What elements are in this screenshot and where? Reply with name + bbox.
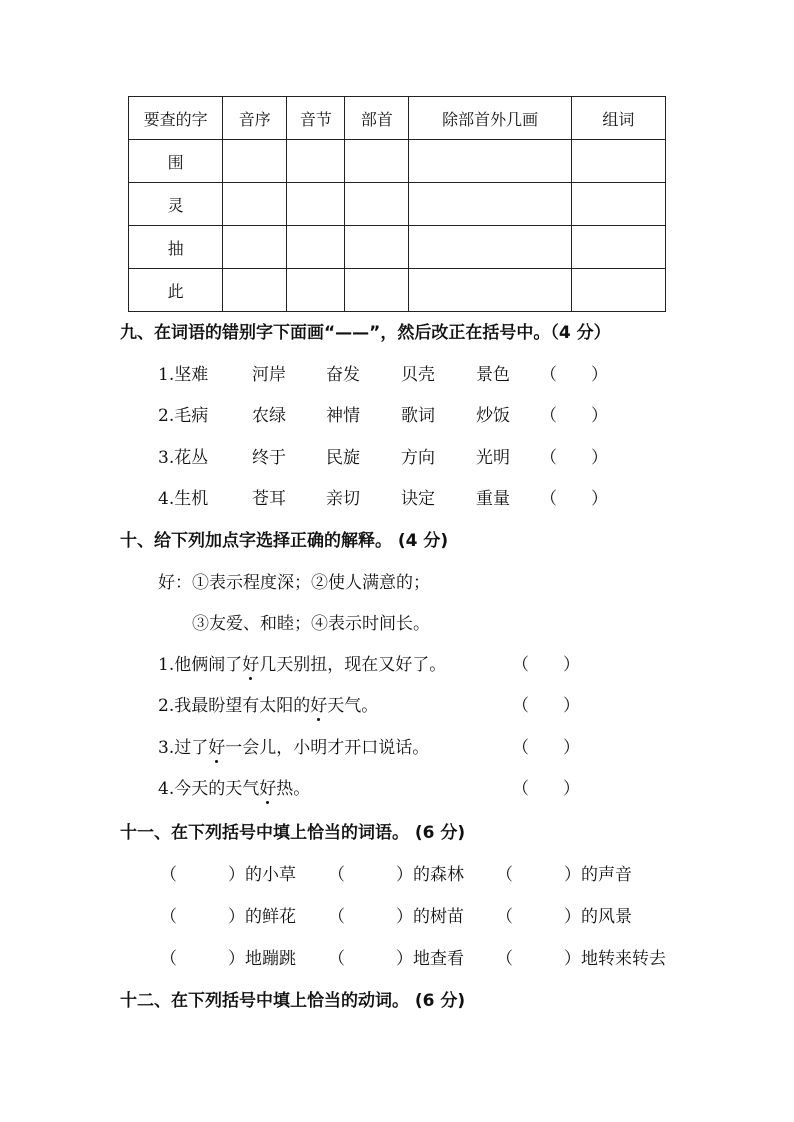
- answer-blank[interactable]: （ ）: [540, 489, 608, 509]
- answer-cell[interactable]: [345, 226, 409, 269]
- sentence-text: 热。: [276, 779, 311, 799]
- fill-in-phrase[interactable]: （ ）的风景: [496, 907, 632, 927]
- table-row: [129, 226, 666, 269]
- answer-cell[interactable]: [409, 226, 571, 269]
- lookup-character: 灵: [129, 183, 223, 226]
- question-12-title: 十二、在下列括号中填上恰当的动词。 (6 分): [120, 991, 466, 1011]
- answer-cell[interactable]: [223, 140, 287, 183]
- lookup-character: 围: [129, 140, 223, 183]
- table-header-cell: 部首: [345, 97, 409, 140]
- sentence-text: 几天别扭，现在又好了。: [259, 655, 447, 675]
- q9-word: 苍耳: [252, 489, 286, 509]
- answer-cell[interactable]: [571, 226, 665, 269]
- lookup-character: 抽: [129, 226, 223, 269]
- table-row: [129, 269, 666, 312]
- q9-word: 河岸: [252, 365, 286, 385]
- q9-word: 歌词: [401, 406, 435, 426]
- sentence-text: 天气。: [327, 696, 379, 716]
- sentence-text: 1.他俩闹了: [158, 655, 243, 675]
- dotted-character: 好: [259, 779, 277, 799]
- answer-cell[interactable]: [345, 183, 409, 226]
- table-row: [129, 183, 666, 226]
- answer-blank[interactable]: （ ）: [512, 738, 580, 758]
- table-header-row: [129, 97, 666, 140]
- fill-in-phrase[interactable]: （ ）的树苗: [328, 907, 464, 927]
- sentence-text: 4.今天的天气: [158, 779, 260, 799]
- table-header-cell: 音节: [287, 97, 345, 140]
- sentence-text: 一会儿，小明才开口说话。: [225, 738, 430, 758]
- dotted-character: 好: [242, 655, 260, 675]
- answer-blank[interactable]: （ ）: [512, 696, 580, 716]
- answer-cell[interactable]: [571, 269, 665, 312]
- definition-line: ③友爱、和睦；④表示时间长。: [192, 614, 430, 634]
- fill-in-phrase[interactable]: （ ）的小草: [160, 865, 296, 885]
- q9-word: 亲切: [326, 489, 360, 509]
- answer-cell[interactable]: [223, 183, 287, 226]
- q9-word: 光明: [476, 448, 510, 468]
- q9-word: 诀定: [401, 489, 435, 509]
- answer-cell[interactable]: [223, 269, 287, 312]
- q9-word: 2.毛病: [158, 406, 209, 426]
- answer-cell[interactable]: [287, 140, 345, 183]
- q10-sentence: [158, 691, 378, 716]
- table-row: [129, 140, 666, 183]
- question-10-title: 十、给下列加点字选择正确的解释。 (4 分): [120, 531, 449, 551]
- answer-cell[interactable]: [571, 183, 665, 226]
- definition-line: 好：①表示程度深；②使人满意的；: [158, 573, 430, 593]
- character-lookup-table: [128, 96, 666, 312]
- answer-blank[interactable]: （ ）: [512, 655, 580, 675]
- q9-word: 景色: [476, 365, 510, 385]
- q9-word: 1.坚难: [158, 365, 209, 385]
- table-header-cell: 要查的字: [129, 97, 223, 140]
- table-header-cell: 音序: [223, 97, 287, 140]
- q9-word: 方向: [401, 448, 435, 468]
- lookup-character: 此: [129, 269, 223, 312]
- answer-cell[interactable]: [409, 269, 571, 312]
- q9-word: 农绿: [252, 406, 286, 426]
- answer-cell[interactable]: [571, 140, 665, 183]
- q9-word: 贝壳: [401, 365, 435, 385]
- q10-sentence: [158, 774, 310, 799]
- q9-word: 炒饭: [476, 406, 510, 426]
- q10-sentence: [158, 733, 429, 758]
- q9-word: 4.生机: [158, 489, 209, 509]
- question-9-title: 九、在词语的错别字下面画“——”，然后改正在括号中。（4 分）: [120, 323, 611, 343]
- fill-in-phrase[interactable]: （ ）的声音: [496, 865, 632, 885]
- question-11-title: 十一、在下列括号中填上恰当的词语。 (6 分): [120, 823, 466, 843]
- fill-in-phrase[interactable]: （ ）地查看: [328, 949, 464, 969]
- dotted-character: 好: [208, 738, 226, 758]
- answer-cell[interactable]: [345, 140, 409, 183]
- answer-cell[interactable]: [287, 226, 345, 269]
- table-header-cell: 除部首外几画: [409, 97, 571, 140]
- answer-cell[interactable]: [223, 226, 287, 269]
- answer-cell[interactable]: [287, 269, 345, 312]
- q9-word: 终于: [252, 448, 286, 468]
- answer-cell[interactable]: [409, 140, 571, 183]
- sentence-text: 2.我最盼望有太阳的: [158, 696, 311, 716]
- answer-blank[interactable]: （ ）: [540, 448, 608, 468]
- answer-blank[interactable]: （ ）: [540, 406, 608, 426]
- q9-word: 民旋: [326, 448, 360, 468]
- q9-word: 神情: [326, 406, 360, 426]
- answer-blank[interactable]: （ ）: [540, 365, 608, 385]
- fill-in-phrase[interactable]: （ ）的鲜花: [160, 907, 296, 927]
- answer-cell[interactable]: [287, 183, 345, 226]
- dotted-character: 好: [310, 696, 328, 716]
- q9-word: 奋发: [326, 365, 360, 385]
- answer-cell[interactable]: [409, 183, 571, 226]
- answer-cell[interactable]: [345, 269, 409, 312]
- table-header-cell: 组词: [571, 97, 665, 140]
- fill-in-phrase[interactable]: （ ）地蹦跳: [160, 949, 296, 969]
- q9-word: 3.花丛: [158, 448, 209, 468]
- fill-in-phrase[interactable]: （ ）地转来转去: [496, 949, 666, 969]
- fill-in-phrase[interactable]: （ ）的森林: [328, 865, 464, 885]
- q10-sentence: [158, 650, 446, 675]
- answer-blank[interactable]: （ ）: [512, 779, 580, 799]
- sentence-text: 3.过了: [158, 738, 209, 758]
- q9-word: 重量: [476, 489, 510, 509]
